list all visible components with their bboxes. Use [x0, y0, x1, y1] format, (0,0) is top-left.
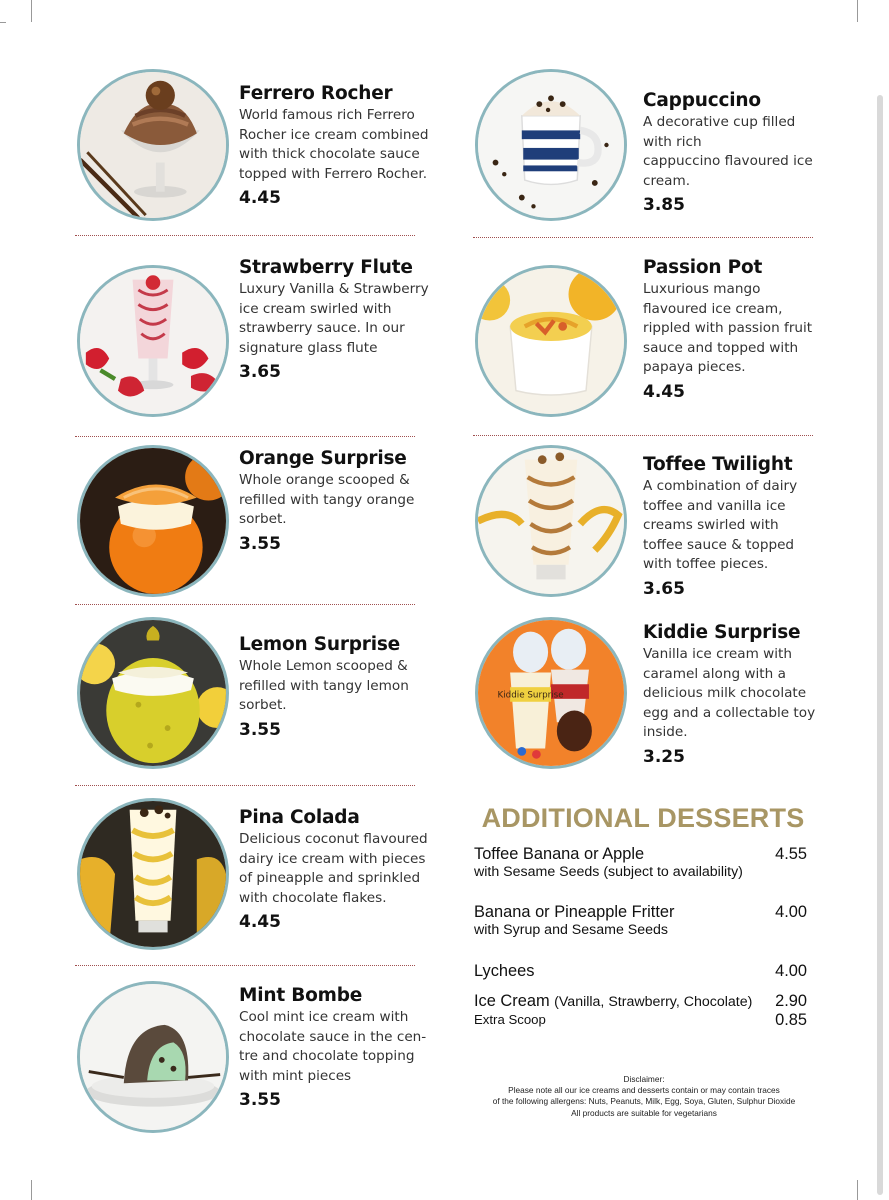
menu-item-orange-surprise	[239, 448, 434, 555]
additional-item-price: 0.85	[775, 1011, 807, 1029]
item-name: Toffee Twilight	[643, 454, 793, 475]
menu-item-ferrero-rocher	[239, 83, 434, 209]
kiddie-pack-label: Kiddie Surprise	[497, 690, 564, 701]
menu-item-toffee-twilight	[643, 454, 838, 600]
item-description: Cool mint ice cream with chocolate sauce in the cen- tre and chocolate topping with mint pieces	[239, 1009, 427, 1084]
item-price: 3.65	[643, 578, 685, 599]
item-description: Whole Lemon scooped & refilled with tangy lemon sorbet.	[239, 658, 409, 713]
scrollbar[interactable]	[877, 95, 883, 1195]
additional-item: Toffee Banana or Apple with Sesame Seeds (subject to availability) 4.55	[474, 845, 807, 880]
ferrero-rocher-photo	[77, 69, 229, 221]
divider	[75, 785, 415, 786]
kiddie-surprise-photo	[475, 617, 627, 769]
item-name: Kiddie Surprise	[643, 622, 801, 643]
menu-item-pina-colada	[239, 807, 434, 933]
item-description: A combination of dairy toffee and vanilla ice creams swirled with toffee sauce & topped with toffee pieces.	[643, 478, 798, 572]
item-description: Vanilla ice cream with caramel along with a delicious milk chocolate egg and a collectable toy inside.	[643, 646, 816, 740]
crop-mark	[0, 22, 6, 23]
item-price: 3.65	[239, 362, 281, 382]
item-description: Whole orange scooped & refilled with tangy orange sorbet.	[239, 472, 415, 527]
item-name: Lemon Surprise	[239, 634, 401, 655]
additional-item-price: 4.55	[775, 845, 807, 863]
item-name: Cappuccino	[643, 90, 761, 111]
strawberry-flute-photo	[77, 265, 229, 417]
pina-colada-photo	[77, 798, 229, 950]
additional-item: Banana or Pineapple Fritter with Syrup and Sesame Seeds 4.00	[474, 903, 807, 938]
item-description: Luxurious mango flavoured ice cream, rippled with passion fruit sauce and topped with papaya pieces.	[643, 281, 813, 375]
additional-item-price: 4.00	[775, 903, 807, 921]
menu-item-cappuccino	[643, 90, 838, 216]
item-name: Orange Surprise	[239, 448, 407, 469]
item-price: 3.55	[239, 1090, 281, 1110]
item-name: Ferrero Rocher	[239, 83, 393, 104]
item-description: A decorative cup filled with rich cappuccino flavoured ice cream.	[643, 114, 813, 189]
item-name: Pina Colada	[239, 807, 360, 828]
cappuccino-photo	[475, 69, 627, 221]
menu-item-strawberry-flute	[239, 257, 434, 383]
item-price: 4.45	[643, 381, 685, 402]
crop-mark	[857, 1180, 858, 1200]
item-description: Delicious coconut flavoured dairy ice cream with pieces of pineapple and sprinkled with chocolate flakes.	[239, 831, 428, 906]
item-description: Luxury Vanilla & Strawberry ice cream swirled with strawberry sauce. In our signature glass flute	[239, 281, 429, 356]
menu-item-kiddie-surprise	[643, 622, 838, 768]
crop-mark	[857, 0, 858, 22]
item-price: 3.25	[643, 746, 685, 767]
additional-item: Ice Cream (Vanilla, Strawberry, Chocolate) Extra Scoop 2.90 0.85	[474, 992, 807, 1029]
item-price: 4.45	[239, 188, 281, 208]
item-price: 3.55	[239, 533, 281, 554]
divider	[473, 435, 813, 436]
additional-item-price: 4.00	[775, 962, 807, 980]
item-name: Mint Bombe	[239, 985, 363, 1006]
divider	[473, 237, 813, 238]
allergen-disclaimer: Disclaimer: Please note all our ice creams and desserts contain or may contain traces of the following allergens: Nuts, Peanuts, Milk, Egg, Soya, Gluten, Sulphur Dioxide All products are suitable for vegetarians	[492, 1074, 796, 1118]
divider	[75, 436, 415, 437]
divider	[75, 965, 415, 966]
toffee-twilight-photo	[475, 445, 627, 597]
item-name: Strawberry Flute	[239, 257, 413, 278]
menu-item-lemon-surprise	[239, 634, 434, 741]
item-price: 4.45	[239, 912, 281, 932]
divider	[75, 235, 415, 236]
crop-mark	[31, 1180, 32, 1200]
passion-pot-photo	[475, 265, 627, 417]
item-price: 3.55	[239, 719, 281, 740]
orange-surprise-photo	[77, 445, 229, 597]
item-name: Passion Pot	[643, 257, 763, 278]
crop-mark	[31, 0, 32, 22]
mint-bombe-photo	[77, 981, 229, 1133]
item-description: World famous rich Ferrero Rocher ice cream combined with thick chocolate sauce topped with Ferrero Rocher.	[239, 107, 429, 182]
divider	[75, 604, 415, 605]
item-price: 3.85	[643, 195, 685, 215]
menu-item-passion-pot	[643, 257, 838, 403]
menu-item-mint-bombe	[239, 985, 434, 1111]
additional-item: Lychees 4.00	[474, 962, 807, 980]
lemon-surprise-photo	[77, 617, 229, 769]
additional-desserts-title: ADDITIONAL DESSERTS	[481, 803, 805, 833]
additional-item-price: 2.90	[775, 992, 807, 1010]
